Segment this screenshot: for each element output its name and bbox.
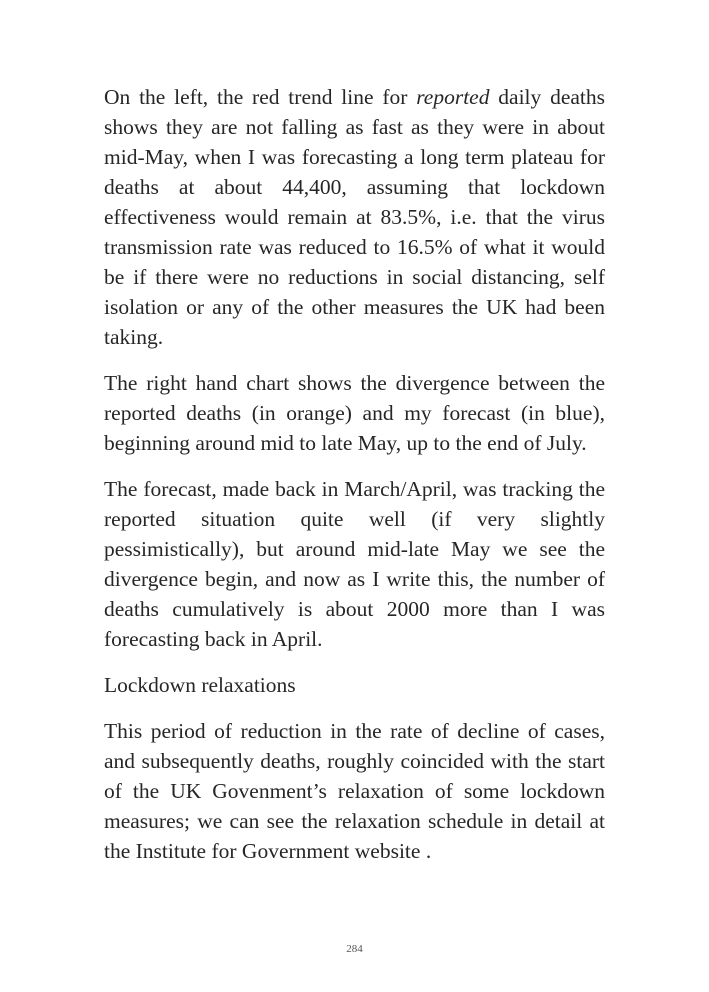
section-heading: Lockdown relaxations <box>104 673 296 697</box>
page-number: 284 <box>346 943 363 955</box>
paragraph-reported-deaths <box>104 82 605 352</box>
paragraph-relaxation: This period of reduction in the rate of decline of cases, and subsequently deaths, roughly coincided with the start of the UK Govenment’s relaxation of some lockdown measures; we can see the relaxation schedule in detail at the Institute for Government website . <box>104 719 605 863</box>
paragraph-text: On the left, the red trend line for <box>104 85 417 109</box>
paragraph-right-chart: The right hand chart shows the divergence between the reported deaths (in orange) and my forecast (in blue), beginning around mid to late May, up to the end of July. <box>104 371 605 455</box>
paragraph-text: daily deaths shows they are not falling as fast as they were in about mid-May, when I was forecasting a long term plateau for deaths at about 44,400, assuming that lockdown effectiveness would remain at 83.5%, i.e. that the virus transmission rate was reduced to 16.5% of what it would be if there were no reductions in social distancing, self isolation or any of the other measures the UK had been taking. <box>104 85 605 349</box>
paragraph-forecast: The forecast, made back in March/April, was tracking the reported situation quite well (if very slightly pessimistically), but around mid-late May we see the divergence begin, and now as I write this, the number of deaths cumulatively is about 2000 more than I was forecasting back in April. <box>104 477 605 651</box>
emphasis-reported: reported <box>416 85 490 109</box>
body-text <box>104 82 605 882</box>
